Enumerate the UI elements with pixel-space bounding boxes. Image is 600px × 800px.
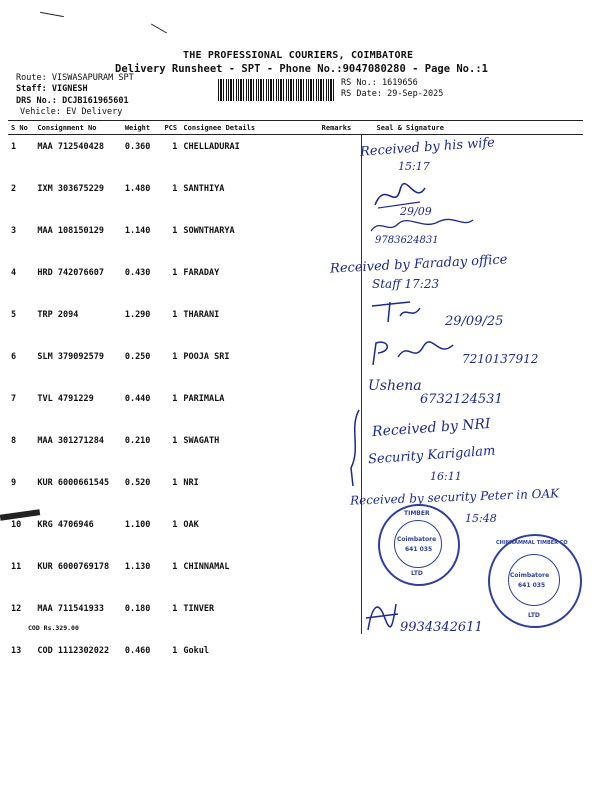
cell-consignment: KUR 6000769178 — [37, 562, 110, 572]
scan-mark — [40, 12, 64, 17]
table-row — [8, 639, 583, 681]
cell-sno: 9 — [11, 478, 17, 488]
bracket-mark-row8 — [345, 408, 365, 488]
stamp-1-top-text: TIMBER — [404, 510, 430, 517]
rs-no-value: 1619656 — [381, 78, 418, 88]
cell-weight: 0.440 — [124, 394, 151, 404]
cell-pcs: 1 — [172, 436, 178, 446]
cell-weight: 1.140 — [124, 226, 151, 236]
cell-consignment: HRD 742076607 — [37, 268, 104, 278]
cell-consignee: TINVER — [183, 604, 215, 614]
cell-remarks — [319, 303, 374, 345]
cell-consignee: SWAGATH — [183, 436, 220, 446]
rs-date-label: RS Date: — [341, 89, 382, 99]
runsheet-subtitle: Delivery Runsheet - SPT - Phone No.:9047080280 - Page No.:1 — [115, 63, 488, 75]
cell-consignment: MAA 712540428 — [37, 142, 104, 152]
cell-sno: 2 — [11, 184, 17, 194]
cell-sno: 13 — [11, 646, 22, 656]
scan-mark — [151, 24, 167, 34]
table-row — [8, 513, 583, 555]
col-header-pcs: PCS — [161, 121, 180, 135]
cell-pcs: 1 — [172, 604, 178, 614]
cell-pcs: 1 — [172, 142, 178, 152]
handwritten-time-row1: 15:17 — [398, 160, 430, 173]
cell-sno: 5 — [11, 310, 17, 320]
cell-pcs: 1 — [172, 352, 178, 362]
handwritten-note-row8: Received by NRI — [371, 415, 492, 441]
cell-weight: 0.520 — [124, 478, 151, 488]
staff-value: VIGNESH — [51, 84, 88, 94]
cell-consignee: FARADAY — [183, 268, 220, 278]
cell-pcs: 1 — [172, 562, 178, 572]
cell-consignee: POOJA SRI — [183, 352, 230, 362]
cell-weight: 1.100 — [124, 520, 151, 530]
cell-consignment: COD 1112302022 — [37, 646, 110, 656]
rs-no-line — [341, 78, 418, 88]
company-stamp-1 — [378, 504, 460, 586]
cell-remarks — [319, 555, 374, 597]
cell-remarks — [319, 639, 374, 681]
vehicle-value: EV Delivery — [66, 107, 123, 117]
cell-sno: 1 — [11, 142, 17, 152]
cod-amount-note: COD Rs.329.00 — [28, 624, 79, 632]
handwritten-date-row2: 29/09 — [400, 205, 432, 218]
cell-consignee: SANTHIYA — [183, 184, 225, 194]
cell-consignee: CHELLADURAI — [183, 142, 240, 152]
table-row — [8, 177, 583, 219]
handwritten-security-row9: Security Karigalam — [367, 443, 496, 468]
handwritten-note-row4: Received by Faraday office — [329, 252, 508, 277]
handwritten-time-row9: 16:11 — [430, 470, 462, 483]
stamp-inner-ring — [394, 520, 442, 568]
table-row — [8, 135, 583, 178]
cell-consignee: CHINNAMAL — [183, 562, 230, 572]
stamp-1-pin: 641 035 — [405, 546, 433, 553]
cell-pcs: 1 — [172, 184, 178, 194]
cell-signature — [374, 639, 583, 681]
handwritten-phone-row7: 6732124531 — [420, 392, 503, 407]
cell-pcs: 1 — [172, 226, 178, 236]
cell-consignment: SLM 379092579 — [37, 352, 104, 362]
col-header-remarks: Remarks — [319, 121, 374, 135]
cell-consignment: KRG 4706946 — [37, 520, 94, 530]
stamp-1-bottom-text: LTD — [411, 570, 423, 577]
cell-sno: 4 — [11, 268, 17, 278]
handwritten-phone-row13: 9934342611 — [400, 620, 483, 635]
barcode — [218, 79, 336, 101]
stamp-2-pin: 641 035 — [518, 582, 546, 589]
route-label: Route: — [16, 73, 47, 83]
company-title: THE PROFESSIONAL COURIERS, COIMBATORE — [183, 50, 414, 61]
cell-consignment: MAA 711541933 — [37, 604, 104, 614]
cell-remarks — [319, 513, 374, 555]
handwritten-phone-row6: 7210137912 — [462, 352, 539, 366]
drs-line — [16, 96, 129, 106]
cell-consignment: IXM 303675229 — [37, 184, 104, 194]
cell-weight: 0.460 — [124, 646, 151, 656]
handwritten-name-row7: Ushena — [368, 378, 422, 394]
cell-consignee: PARIMALA — [183, 394, 225, 404]
drs-value: DCJB161965601 — [62, 96, 129, 106]
rs-date-line — [341, 89, 443, 99]
cell-consignee: NRI — [183, 478, 199, 488]
stamp-2-city: Coimbatore — [510, 572, 550, 579]
cell-consignee: THARANI — [183, 310, 220, 320]
cell-consignee: OAK — [183, 520, 199, 530]
rs-no-label: RS No.: — [341, 78, 377, 88]
cell-sno: 3 — [11, 226, 17, 236]
cell-sno: 8 — [11, 436, 17, 446]
cell-pcs: 1 — [172, 520, 178, 530]
col-header-weight: Weight — [122, 121, 162, 135]
cell-remarks — [319, 345, 374, 387]
cell-weight: 0.430 — [124, 268, 151, 278]
drs-label: DRS No.: — [16, 96, 57, 106]
cell-weight: 0.210 — [124, 436, 151, 446]
cell-weight: 1.130 — [124, 562, 151, 572]
route-line — [16, 73, 134, 83]
staff-line — [16, 84, 88, 94]
signature-column-divider — [361, 134, 362, 634]
rs-date-value: 29-Sep-2025 — [387, 89, 444, 99]
handwritten-date-row5: 29/09/25 — [445, 314, 504, 329]
cell-consignment: MAA 301271284 — [37, 436, 104, 446]
cell-pcs: 1 — [172, 478, 178, 488]
cell-weight: 0.360 — [124, 142, 151, 152]
stamp-inner-ring — [508, 554, 560, 606]
cell-weight: 1.290 — [124, 310, 151, 320]
col-header-details: Consignee Details — [180, 121, 318, 135]
staff-label: Staff: — [16, 84, 47, 94]
col-header-seal: Seal & Signature — [374, 121, 583, 135]
table-row — [8, 429, 583, 471]
cell-consignment: KUR 6000661545 — [37, 478, 110, 488]
signature-row6 — [368, 337, 458, 369]
cell-consignee: SOWNTHARYA — [183, 226, 235, 236]
company-stamp-2 — [488, 534, 582, 628]
col-header-consignment: Consignment No — [34, 121, 121, 135]
handwritten-note-row1: Received by his wife — [359, 135, 496, 160]
cell-sno: 10 — [11, 520, 22, 530]
cell-pcs: 1 — [172, 394, 178, 404]
cell-weight: 0.250 — [124, 352, 151, 362]
cell-remarks — [319, 219, 374, 261]
stamp-2-top-text: CHINNAMMAL TIMBER CO — [496, 540, 568, 546]
cell-sno: 6 — [11, 352, 17, 362]
signature-row5 — [370, 296, 430, 326]
cell-remarks — [319, 177, 374, 219]
cell-consignment: TVL 4791229 — [37, 394, 94, 404]
cell-sno: 7 — [11, 394, 17, 404]
cell-sno: 12 — [11, 604, 22, 614]
cell-sno: 11 — [11, 562, 22, 572]
cell-consignment: MAA 108150129 — [37, 226, 104, 236]
cell-consignee: Gokul — [183, 646, 210, 656]
stamp-1-city: Coimbatore — [397, 536, 437, 543]
route-value: VISWASAPURAM SPT — [51, 73, 134, 83]
handwritten-staff-row4: Staff 17:23 — [372, 277, 440, 291]
table-header-row — [8, 121, 583, 135]
cell-weight: 0.180 — [124, 604, 151, 614]
handwritten-time-row10: 15:48 — [465, 512, 497, 525]
handwritten-note-row10: Received by security Peter in OAK — [349, 486, 560, 508]
vehicle-line — [20, 107, 122, 117]
signature-row13 — [362, 596, 402, 636]
cell-pcs: 1 — [172, 268, 178, 278]
handwritten-phone-row3: 9783624831 — [375, 235, 439, 246]
cell-pcs: 1 — [172, 646, 178, 656]
cell-consignment: TRP 2094 — [37, 310, 79, 320]
cell-pcs: 1 — [172, 310, 178, 320]
vehicle-label: Vehicle: — [20, 107, 61, 117]
col-header-sno: S No — [8, 121, 34, 135]
stamp-2-bottom-text: LTD — [528, 612, 540, 619]
cell-weight: 1.480 — [124, 184, 151, 194]
